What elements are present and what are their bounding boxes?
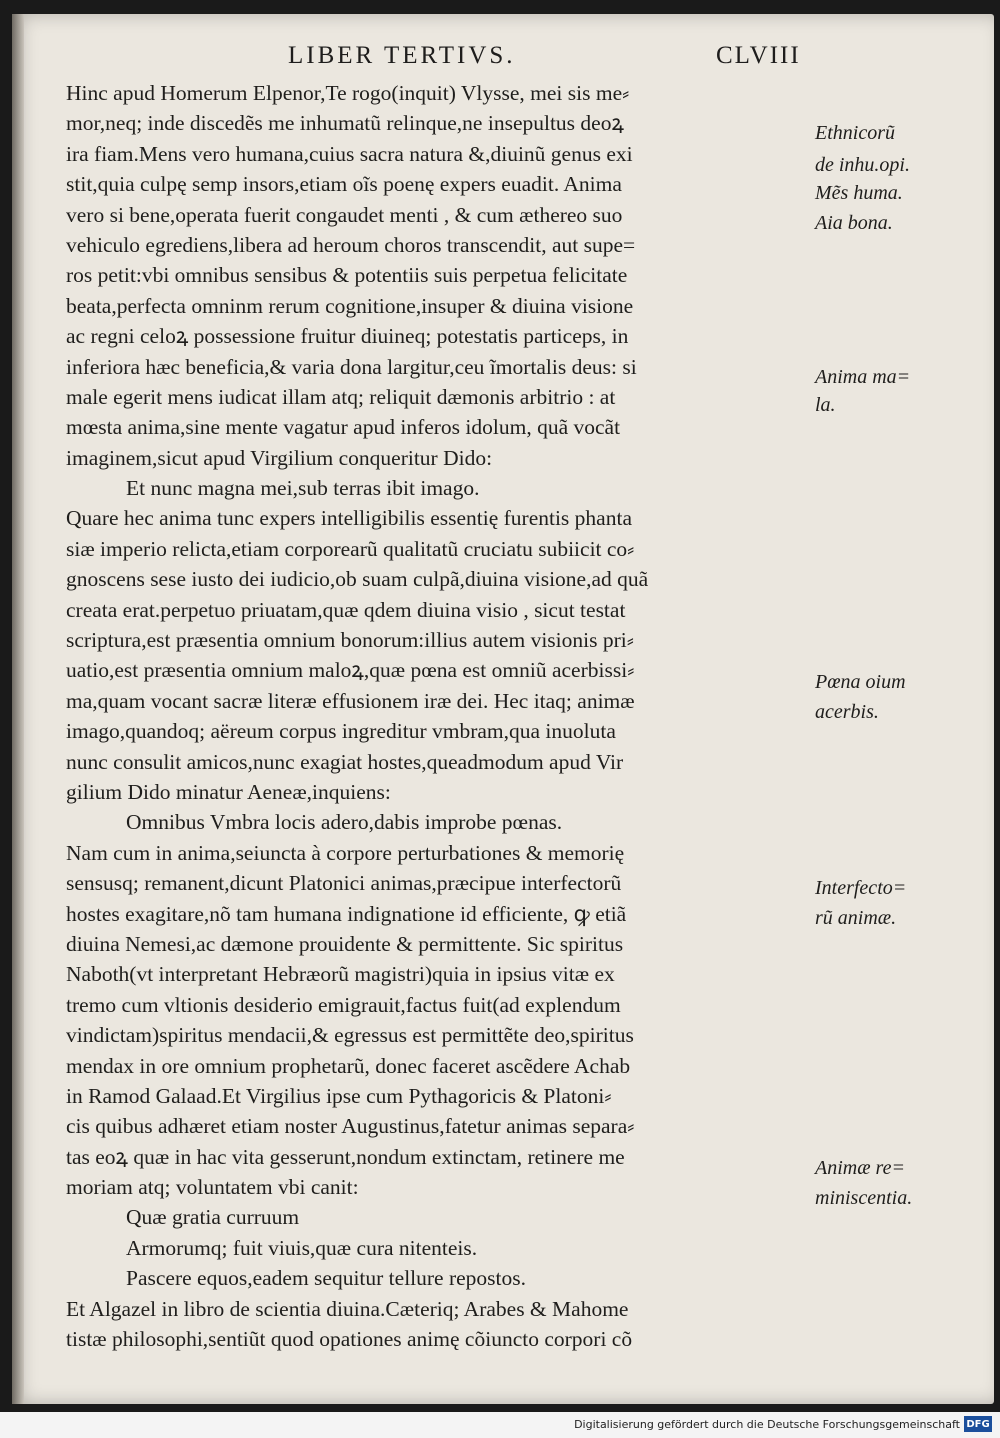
- text-line: Quare hec anima tunc expers intelligibilis essentię furentis phanta: [66, 506, 632, 531]
- text-line: ac regni celoꝝ possessione fruitur diuineq; potestatis particeps, in: [66, 324, 629, 349]
- text-line: tistæ philosophi,sentiũt quod opationes animę cõiuncto corpori cõ: [66, 1327, 633, 1352]
- dfg-logo-icon: DFG: [964, 1416, 992, 1432]
- margin-note: Aia bona.: [815, 212, 893, 234]
- text-line: vehiculo egrediens,libera ad heroum choros transcendit, aut supe=: [66, 232, 636, 257]
- margin-note: Animæ re=: [815, 1157, 905, 1179]
- text-line: stit,quia culpę semp insors,etiam oĩs poenę expers euadit. Anima: [66, 172, 622, 197]
- text-line: scriptura,est præsentia omnium bonorum:illius autem visionis pri⸗: [66, 628, 634, 653]
- footer-bar: [0, 1412, 1000, 1438]
- text-line: cis quibus adhæret etiam noster Augustinus,fatetur animas separa⸗: [66, 1114, 635, 1139]
- margin-note: de inhu.opi.: [815, 154, 910, 176]
- text-line: Hinc apud Homerum Elpenor,Te rogo(inquit) Vlysse, mei sis me⸗: [66, 81, 630, 105]
- text-line: mendax in ore omnium prophetarũ, donec faceret ascẽdere Achab: [66, 1053, 631, 1078]
- page-gutter: [12, 14, 24, 1404]
- verse-line: Pascere equos,eadem sequitur tellure repostos.: [126, 1266, 527, 1291]
- verse-line: Quæ gratia curruum: [126, 1205, 300, 1230]
- margin-note: Pœna oium: [815, 671, 906, 693]
- text-line: gilium Dido minatur Aeneæ,inquiens:: [66, 779, 391, 804]
- text-line: ma,quam vocant sacræ literæ effusionem iræ dei. Hec itaq; animæ: [66, 688, 635, 713]
- text-line: creata erat.perpetuo priuatam,quæ qdem diuina visio , sicut testat: [66, 597, 626, 622]
- margin-note: Ethnicorũ: [815, 122, 895, 144]
- text-line: imago,quandoq; aëreum corpus ingreditur vmbram,qua inuoluta: [66, 719, 616, 744]
- funding-credit: Digitalisierung gefördert durch die Deutsche Forschungsgemeinschaft: [574, 1418, 960, 1431]
- verse-line: Armorumq; fuit viuis,quæ cura nitenteis.: [126, 1235, 478, 1260]
- text-line: uatio,est præsentia omnium maloꝝ,quæ pœna est omniũ acerbissi⸗: [66, 658, 635, 683]
- verse-line: Omnibus Vmbra locis adero,dabis improbe pœnas.: [126, 810, 563, 835]
- text-line: ros petit:vbi omnibus sensibus & potentiis suis perpetua felicitate: [66, 263, 628, 288]
- margin-note: acerbis.: [815, 701, 879, 723]
- margin-note: Interfecto=: [815, 877, 907, 899]
- text-line: Et Algazel in libro de scientia diuina.Cæteriq; Arabes & Mahome: [66, 1296, 629, 1321]
- text-line: sensusq; remanent,dicunt Platonici animas,præcipue interfectorũ: [66, 871, 622, 896]
- main-text-block: [66, 78, 808, 1354]
- folio-number: CLVIII: [716, 42, 801, 69]
- text-line: hostes exagitare,nõ tam humana indignatione id efficiente, ꝙ etiã: [66, 901, 627, 926]
- text-line: imaginem,sicut apud Virgilium conqueritur Dido:: [66, 445, 493, 470]
- text-line: diuina Nemesi,ac dæmone prouidente & permittente. Sic spiritus: [66, 931, 624, 956]
- text-line: mor,neq; inde discedẽs me inhumatũ relinque,ne insepultus deoꝝ: [66, 111, 624, 136]
- text-line: nunc consulit amicos,nunc exagiat hostes,queadmodum apud Vir: [66, 749, 624, 774]
- margin-note: rũ animæ.: [815, 907, 897, 929]
- margin-note: Mẽs huma.: [815, 182, 903, 204]
- text-line: vindictam)spiritus mendacii,& egressus est permittẽte deo,spiritus: [66, 1023, 634, 1048]
- running-title: LIBER TERTIVS.: [288, 42, 516, 69]
- margin-note: Anima ma=: [815, 366, 911, 388]
- text-line: male egerit mens iudicat illam atq; reliquit dæmonis arbitrio : at: [66, 384, 616, 409]
- text-line: mœsta anima,sine mente vagatur apud inferos idolum, quã vocãt: [66, 415, 621, 440]
- text-line: beata,perfecta omninm rerum cognitione,insuper & diuina visione: [66, 293, 634, 318]
- text-line: gnoscens sese iusto dei iudicio,ob suam culpã,diuina visione,ad quã: [66, 567, 649, 592]
- margin-note: miniscentia.: [815, 1187, 913, 1209]
- text-line: Naboth(vt interpretant Hebræorũ magistri)quia in ipsius vitæ ex: [66, 962, 615, 987]
- text-line: in Ramod Galaad.Et Virgilius ipse cum Pythagoricis & Platoni⸗: [66, 1083, 612, 1108]
- text-line: ira fiam.Mens vero humana,cuius sacra natura &,diuinũ genus exi: [66, 141, 633, 166]
- verse-line: Et nunc magna mei,sub terras ibit imago.: [126, 476, 480, 501]
- text-line: tas eoꝝ quæ in hac vita gesserunt,nondum extinctam, retinere me: [66, 1144, 625, 1169]
- text-line: moriam atq; voluntatem vbi canit:: [66, 1175, 359, 1200]
- text-line: siæ imperio relicta,etiam corporearũ qualitatũ cruciatu subiicit co⸗: [66, 536, 635, 561]
- text-line: vero si bene,operata fuerit congaudet menti , & cum æthereo suo: [66, 202, 623, 227]
- text-line: inferiora hæc beneficia,& varia dona largitur,ceu ĩmortalis deus: si: [66, 354, 637, 379]
- margin-note: la.: [815, 394, 836, 416]
- text-line: Nam cum in anima,seiuncta à corpore perturbationes & memorię: [66, 840, 625, 865]
- text-line: tremo cum vltionis desiderio emigrauit,factus fuit(ad explendum: [66, 992, 621, 1017]
